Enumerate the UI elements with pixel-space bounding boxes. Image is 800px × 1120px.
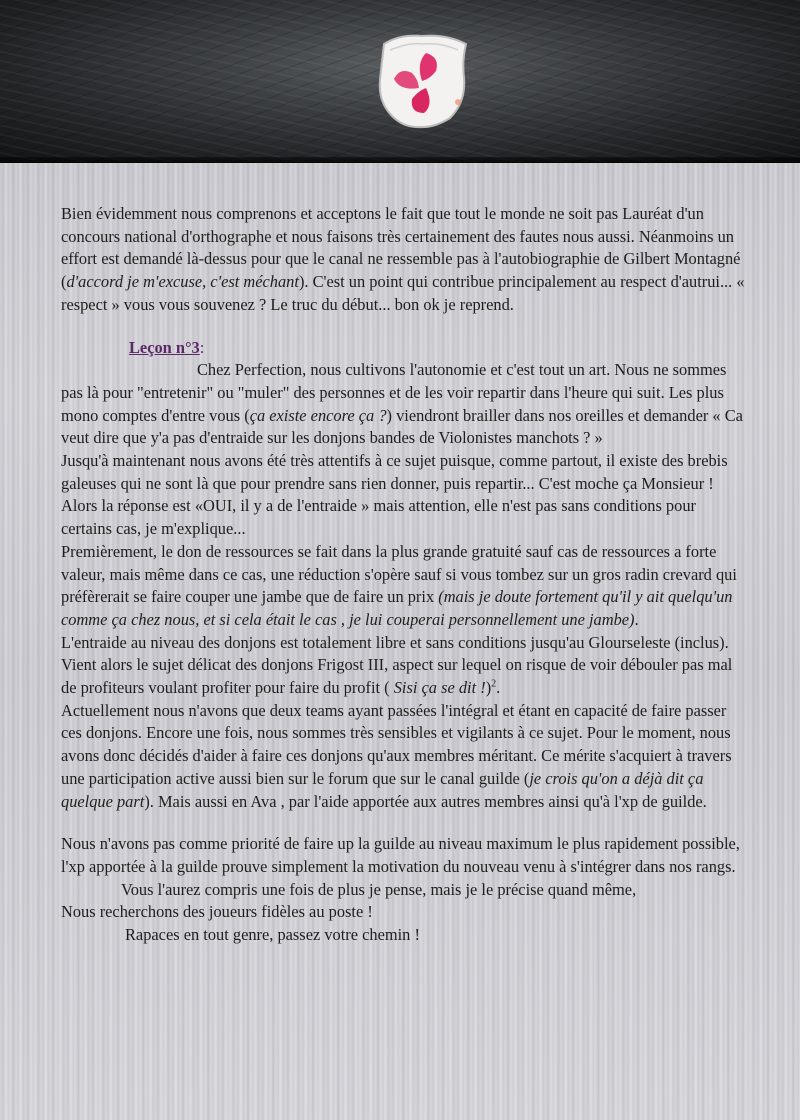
lesson-paragraph-7: [61, 700, 749, 814]
closing-paragraph-4: Rapaces en tout genre, passez votre chemin !: [125, 925, 420, 945]
lesson-title: Leçon n°3: [129, 337, 200, 357]
closing-paragraph-2: Vous l'aurez compris une fois de plus je pense, mais je le précise quand même,: [121, 879, 637, 899]
triskel-emblem-icon: [370, 30, 474, 130]
lesson-p4-text: Premièrement, le don de ressources se fait dans la plus grande gratuité sauf cas de ressources a forte valeur, mais même dans ce cas, une réduction s'opère sauf si vous tombez sur un gros radin crevard qui préfèrerait se faire couper une jambe que de faire un prix: [61, 541, 737, 607]
footnote-marker: 2: [491, 678, 497, 690]
article-body: [61, 203, 749, 947]
lesson-p7-text: Actuellement nous n'avons que deux teams ayant passées l'intégral et étant en capacité de faire passer ces donjons. Encore une fois, nous sommes très sensibles et vigilants à ce sujet. Pour le moment, nous avons donc décidés d'aider à faire ces donjons qu'aux membres méritant. Ce mérite s'acquiert à travers une participation active aussi bien sur le forum que sur le canal guilde (: [61, 700, 732, 788]
lesson-heading: [61, 337, 749, 360]
lesson-p7-aside: je crois qu'on a déjà dit ça quelque part: [61, 768, 704, 811]
intro-paragraph: [61, 203, 749, 317]
lesson-colon: :: [199, 337, 205, 357]
intro-text-1: Bien évidemment nous comprenons et acceptons le fait que tout le monde ne soit pas Lauréat d'un concours national d'orthographe et nous faisons très certainement des fautes nous aussi. Néanmoins un effort est demandé là-dessus pour que le canal ne ressemble pas à l'autobiographie de Gilbert Montagné (: [61, 204, 741, 292]
lesson-p1-text-2: ) viendront brailler dans nos oreilles et demander « Ca veut dire que y'a pas d'entraide sur les donjons bandes de Violonistes manchots ? »: [61, 405, 743, 448]
lesson-p1-aside: ça existe encore ça ?: [249, 405, 387, 425]
spacer: [61, 317, 749, 337]
lesson-paragraph-5: L'entraide au niveau des donjons est totalement libre et sans conditions jusqu'au Glourseleste (inclus).: [61, 632, 729, 652]
lesson-paragraph-2: Jusqu'à maintenant nous avons été très attentifs à ce sujet puisque, comme partout, il existe des brebis galeuses qui ne sont là que pour prendre sans rien donner, puis repartir... C'est moche ça Monsieur !: [61, 451, 728, 493]
lesson-p4-aside: (mais je doute fortement qu'il y ait quelqu'un comme ça chez nous, et si cela était le cas , je lui couperai personnellement une jambe): [61, 587, 733, 629]
lesson-p6-text: Vient alors le sujet délicat des donjons Frigost III, aspect sur lequel on risque de voir débouler pas mal de profiteurs voulant profiter pour faire du profit (: [61, 655, 733, 698]
closing-paragraph-3: Nous recherchons des joueurs fidèles au poste !: [61, 902, 373, 922]
spacer: [61, 813, 749, 833]
lesson-p6-paren: ): [485, 678, 492, 698]
lesson-p7-text-2: ). Mais aussi en Ava , par l'aide apportée aux autres membres ainsi qu'à l'xp de guilde.: [144, 791, 707, 811]
lesson-paragraph-4: [61, 541, 749, 632]
lesson-p6-end: .: [496, 678, 501, 698]
intro-text-2: ). C'est un point qui contribue principalement au respect d'autrui... « respect » vous vous souvenez ? Le truc du début... bon ok je reprend.: [61, 272, 745, 314]
lesson-paragraph-3: Alors la réponse est «OUI, il y a de l'entraide » mais attention, elle n'est pas sans conditions pour certains cas, je m'explique...: [61, 496, 696, 539]
lesson-p6-aside: Sisi ça se dit !: [393, 678, 486, 698]
lesson-p1-text: Chez Perfection, nous cultivons l'autonomie et c'est tout un art. Nous ne sommes pas là pour "entretenir" ou "muler" des personnes et de les voir repartir dans l'heure qui suit. Les plus mono comptes d'entre vous (: [61, 360, 727, 425]
lesson-p4-end: .: [634, 609, 639, 629]
header-banner: [0, 0, 800, 163]
closing-paragraph-1: Nous n'avons pas comme priorité de faire up la guilde au niveau maximum le plus rapidement possible, l'xp apportée à la guilde prouve simplement la motivation du nouveau venu à s'intégrer dans nos rangs.: [61, 834, 740, 876]
lesson-paragraph-1: [61, 359, 749, 450]
lesson-paragraph-6: [61, 654, 749, 699]
intro-aside: d'accord je m'excuse, c'est méchant: [66, 272, 299, 292]
